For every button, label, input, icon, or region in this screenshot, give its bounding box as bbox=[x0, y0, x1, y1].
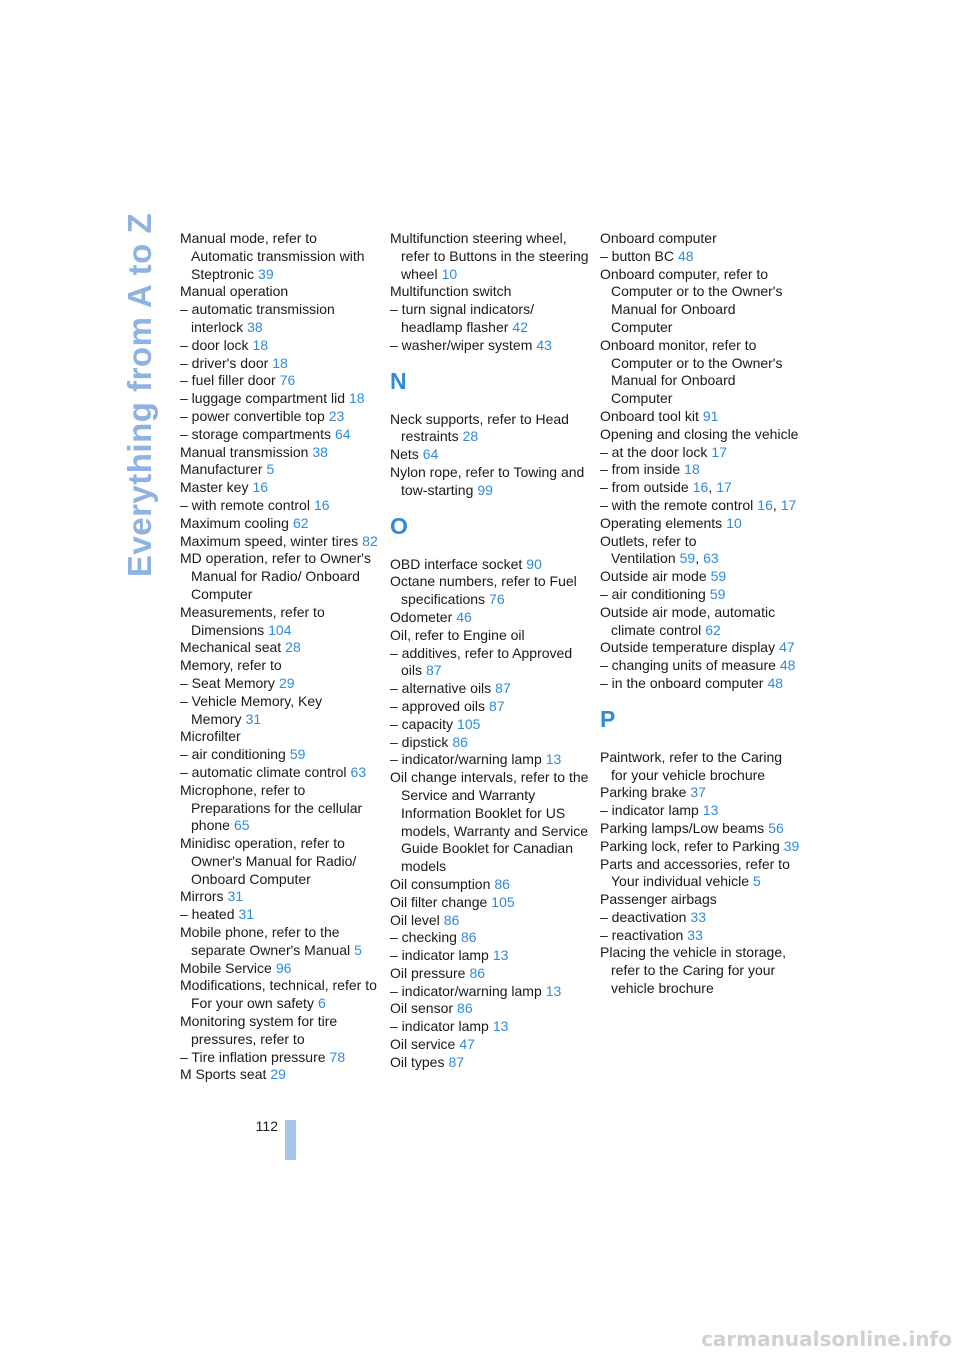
index-entry-text: Oil types bbox=[390, 1053, 445, 1070]
index-entry-text: – approved oils bbox=[390, 697, 485, 714]
index-entry-text: Opening and closing the vehicle bbox=[600, 425, 799, 442]
index-entry bbox=[180, 906, 380, 924]
page-number: 112 bbox=[255, 1118, 278, 1134]
index-entry bbox=[180, 337, 380, 355]
index-entry bbox=[180, 604, 380, 640]
page-reference-link[interactable]: 37 bbox=[690, 784, 706, 801]
index-entry-text: Microphone, refer to Preparations for the cellular phone bbox=[180, 781, 363, 834]
index-entry bbox=[600, 533, 800, 569]
index-entry bbox=[180, 977, 380, 1013]
index-entry-text: Passenger airbags bbox=[600, 891, 717, 908]
page-reference-link[interactable]: 76 bbox=[489, 591, 505, 608]
index-entry bbox=[600, 497, 800, 515]
index-entry bbox=[180, 283, 380, 301]
page-reference-link[interactable]: 62 bbox=[705, 621, 721, 638]
index-entry bbox=[390, 947, 590, 965]
index-entry-text: Manual transmission bbox=[180, 443, 309, 460]
page-reference-link[interactable]: 5 bbox=[266, 461, 275, 478]
index-entry bbox=[180, 960, 380, 978]
index-entry bbox=[600, 802, 800, 820]
index-entry-text: – reactivation bbox=[600, 926, 684, 943]
index-entry-text: Outside temperature display bbox=[600, 639, 776, 656]
page-reference-link[interactable]: 105 bbox=[457, 715, 481, 732]
watermark-text: carmanualsonline.info bbox=[701, 1327, 952, 1351]
index-entry bbox=[180, 657, 380, 675]
index-entry bbox=[180, 835, 380, 888]
index-entry-text: Oil, refer to Engine oil bbox=[390, 626, 525, 643]
index-entry-text: Memory, refer to bbox=[180, 657, 282, 674]
page-ref-separator: , bbox=[708, 479, 713, 496]
index-entry bbox=[180, 693, 380, 729]
index-entry-text: – turn signal indicators/ headlamp flasher bbox=[390, 301, 534, 335]
page-reference-link[interactable]: 28 bbox=[285, 639, 301, 656]
page-reference-link[interactable]: 64 bbox=[334, 425, 351, 442]
index-entry bbox=[600, 479, 800, 497]
index-entry bbox=[600, 426, 800, 444]
index-entry bbox=[180, 1049, 380, 1067]
index-entry bbox=[390, 230, 590, 283]
index-entry-text: Measurements, refer to Dimensions bbox=[180, 603, 325, 638]
page-reference-link[interactable]: 17 bbox=[711, 443, 727, 460]
index-entry-text: – indicator lamp bbox=[390, 1018, 489, 1035]
index-entry-text: Minidisc operation, refer to Owner's Manual for Radio/ Onboard Computer bbox=[180, 835, 357, 887]
page-reference-link[interactable]: 82 bbox=[362, 532, 378, 549]
index-entry bbox=[390, 912, 590, 930]
index-entry-text: – indicator lamp bbox=[600, 802, 699, 819]
index-entry bbox=[390, 411, 590, 447]
index-entry bbox=[180, 1013, 380, 1049]
index-entry-text: Multifunction steering wheel, refer to Buttons in the steering wheel bbox=[390, 230, 589, 282]
index-entry-text: Nylon rope, refer to Towing and tow-starting bbox=[390, 463, 585, 498]
page-reference-link[interactable]: 18 bbox=[272, 354, 288, 371]
page-reference-link[interactable]: 76 bbox=[279, 372, 296, 389]
page-reference-link[interactable]: 31 bbox=[238, 906, 255, 923]
index-entry-text: Oil level bbox=[390, 911, 440, 928]
index-entry bbox=[600, 586, 800, 604]
index-entry-text: Oil pressure bbox=[390, 964, 466, 981]
index-entry-text: M Sports seat bbox=[180, 1066, 267, 1083]
index-entry-text: – automatic climate control bbox=[180, 763, 347, 780]
index-entry bbox=[390, 627, 590, 645]
index-entry bbox=[180, 355, 380, 373]
page-reference-link[interactable]: 10 bbox=[726, 514, 742, 531]
page-reference-link[interactable]: 62 bbox=[292, 514, 309, 531]
index-entry bbox=[180, 461, 380, 479]
page-reference-link[interactable]: 90 bbox=[526, 555, 542, 572]
index-entry-text: Onboard computer bbox=[600, 230, 717, 246]
index-entry-text: Parking lock, refer to Parking bbox=[600, 837, 780, 854]
index-entry-text: Onboard monitor, refer to Computer or to the Owner's Manual for Onboard Computer bbox=[600, 336, 783, 407]
index-entry-text: – with remote control bbox=[180, 496, 310, 513]
index-entry bbox=[180, 497, 380, 515]
index-entry bbox=[390, 965, 590, 983]
page-reference-link[interactable]: 5 bbox=[354, 941, 362, 958]
index-entry bbox=[600, 675, 800, 693]
index-entry bbox=[600, 927, 800, 945]
page-reference-link[interactable]: 39 bbox=[783, 837, 800, 854]
index-entry bbox=[180, 479, 380, 497]
index-entry bbox=[390, 769, 590, 876]
index-entry-text: – door lock bbox=[180, 336, 249, 353]
page-reference-link[interactable]: 42 bbox=[512, 318, 528, 335]
page-reference-link[interactable]: 59 bbox=[709, 585, 726, 602]
page-reference-link[interactable]: 28 bbox=[462, 428, 479, 445]
index-entry bbox=[180, 1066, 380, 1084]
page-ref-separator: , bbox=[772, 496, 777, 513]
index-entry-text: – capacity bbox=[390, 715, 454, 732]
page-reference-link[interactable]: 29 bbox=[278, 674, 295, 691]
page-reference-link[interactable]: 46 bbox=[456, 608, 472, 625]
index-letter-heading: N bbox=[390, 367, 407, 394]
index-entry-text: – power convertible top bbox=[180, 407, 325, 424]
page-reference-link[interactable]: 29 bbox=[270, 1066, 286, 1083]
page-reference-link[interactable]: 33 bbox=[690, 908, 706, 925]
page-reference-link[interactable]: 18 bbox=[252, 336, 269, 353]
index-entry-text: Odometer bbox=[390, 608, 453, 625]
index-entry-text: – with the remote control bbox=[600, 496, 754, 513]
index-entry-text: Monitoring system for tire pressures, refer to bbox=[180, 1013, 338, 1047]
index-entry-text: OBD interface socket bbox=[390, 555, 523, 572]
index-entry bbox=[180, 675, 380, 693]
page-reference-link[interactable]: 16 bbox=[757, 496, 773, 513]
page-reference-link[interactable]: 17 bbox=[780, 496, 797, 513]
index-entry bbox=[390, 1054, 590, 1072]
page-reference-link[interactable]: 59 bbox=[679, 550, 696, 567]
index-entry bbox=[180, 444, 380, 462]
page-reference-link[interactable]: 65 bbox=[233, 817, 250, 834]
index-entry-text: – alternative oils bbox=[390, 680, 492, 697]
index-entry bbox=[180, 408, 380, 426]
index-entry-text: – luggage compartment lid bbox=[180, 390, 345, 407]
index-entry bbox=[180, 888, 380, 906]
page-reference-link[interactable]: 78 bbox=[329, 1048, 346, 1065]
index-entry-text: Mobile Service bbox=[180, 959, 272, 976]
page-reference-link[interactable]: 38 bbox=[247, 318, 263, 335]
index-entry bbox=[390, 573, 590, 609]
index-entry bbox=[600, 891, 800, 909]
page-reference-link[interactable]: 87 bbox=[488, 697, 505, 714]
page-reference-link[interactable]: 5 bbox=[753, 873, 761, 890]
index-entry bbox=[600, 444, 800, 462]
index-entry-text: Operating elements bbox=[600, 514, 723, 531]
index-entry-text: Parking brake bbox=[600, 784, 687, 801]
index-entry-text: – fuel filler door bbox=[180, 372, 276, 389]
index-entry-text: – Tire inflation pressure bbox=[180, 1048, 326, 1065]
index-entry bbox=[600, 515, 800, 533]
index-entry bbox=[390, 1000, 590, 1018]
page-reference-link[interactable]: 86 bbox=[494, 875, 510, 892]
index-entry bbox=[600, 856, 800, 892]
index-entry bbox=[180, 426, 380, 444]
index-entry bbox=[180, 924, 380, 960]
page-reference-link[interactable]: 86 bbox=[443, 911, 460, 928]
index-entry-text: – in the onboard computer bbox=[600, 674, 764, 691]
page-reference-link[interactable]: 91 bbox=[702, 407, 719, 424]
page-reference-link[interactable]: 23 bbox=[328, 407, 345, 424]
index-entry bbox=[390, 876, 590, 894]
page-reference-link[interactable]: 104 bbox=[268, 621, 292, 638]
page-reference-link[interactable]: 87 bbox=[448, 1053, 465, 1070]
index-entry-text: – Vehicle Memory, Key Memory bbox=[180, 692, 323, 727]
page-reference-link[interactable]: 6 bbox=[317, 995, 326, 1012]
index-entry-text: – automatic transmission interlock bbox=[180, 301, 335, 335]
page-reference-link[interactable]: 17 bbox=[716, 479, 732, 496]
index-entry-text: Maximum speed, winter tires bbox=[180, 532, 359, 549]
index-entry-text: – storage compartments bbox=[180, 425, 331, 442]
page-reference-link[interactable]: 10 bbox=[441, 265, 458, 282]
page-reference-link[interactable]: 16 bbox=[252, 479, 269, 496]
page-reference-link[interactable]: 87 bbox=[495, 680, 511, 697]
index-entry bbox=[600, 820, 800, 838]
index-entry-text: Placing the vehicle in storage, refer to the Caring for your vehicle brochure bbox=[600, 944, 786, 997]
section-title-vertical bbox=[116, 212, 164, 578]
page-reference-link[interactable]: 63 bbox=[350, 763, 367, 780]
index-entry-text: Oil consumption bbox=[390, 875, 491, 892]
index-column-1 bbox=[180, 230, 380, 1084]
page-reference-link[interactable]: 56 bbox=[768, 819, 784, 836]
index-entry-text: Oil filter change bbox=[390, 893, 488, 910]
index-entry bbox=[600, 749, 800, 785]
index-entry-text: Outlets, refer to Ventilation bbox=[600, 532, 697, 567]
index-entry-text: – checking bbox=[390, 929, 457, 946]
index-entry bbox=[390, 609, 590, 627]
page-reference-link[interactable]: 43 bbox=[536, 336, 552, 353]
index-entry-text: – deactivation bbox=[600, 908, 687, 925]
index-entry bbox=[600, 408, 800, 426]
index-entry-text: – from outside bbox=[600, 479, 689, 496]
index-entry-text: Oil sensor bbox=[390, 1000, 454, 1017]
index-entry-text: – changing units of measure bbox=[600, 657, 776, 674]
index-entry-text: – air conditioning bbox=[180, 746, 286, 763]
index-entry bbox=[180, 746, 380, 764]
index-entry bbox=[600, 461, 800, 479]
index-entry-text: – dipstick bbox=[390, 733, 449, 750]
index-entry bbox=[390, 645, 590, 681]
index-entry-text: Oil service bbox=[390, 1036, 456, 1053]
index-entry-text: – from inside bbox=[600, 461, 681, 478]
index-entry-text: Maximum cooling bbox=[180, 514, 289, 531]
index-entry-text: Manual mode, refer to Automatic transmission with Steptronic bbox=[180, 230, 365, 282]
index-entry-text: – washer/wiper system bbox=[390, 336, 533, 353]
index-entry bbox=[180, 301, 380, 337]
page-reference-link[interactable]: 18 bbox=[349, 390, 365, 407]
index-entry-text: – indicator/warning lamp bbox=[390, 751, 542, 768]
page-ref-separator: , bbox=[695, 550, 700, 567]
page-reference-link[interactable]: 47 bbox=[779, 639, 795, 656]
index-entry-text: – at the door lock bbox=[600, 443, 708, 460]
index-entry-text: Mobile phone, refer to the separate Owner's Manual bbox=[180, 924, 351, 958]
index-entry bbox=[600, 944, 800, 997]
index-entry bbox=[390, 929, 590, 947]
page-reference-link[interactable]: 86 bbox=[457, 1000, 473, 1017]
index-entry bbox=[600, 657, 800, 675]
index-entry bbox=[600, 604, 800, 640]
index-entry-text: Parking lamps/Low beams bbox=[600, 819, 765, 836]
index-entry bbox=[600, 337, 800, 408]
index-entry-text: Neck supports, refer to Head restraints bbox=[390, 410, 569, 445]
section-title-text: Everything from A to Z bbox=[121, 212, 158, 578]
index-entry-text: Outside air mode bbox=[600, 568, 707, 585]
page-reference-link[interactable]: 48 bbox=[767, 674, 784, 691]
page-reference-link[interactable]: 13 bbox=[492, 947, 509, 964]
index-entry-text: – air conditioning bbox=[600, 585, 706, 602]
index-entry-text: Modifications, technical, refer to For your own safety bbox=[180, 977, 377, 1012]
page-reference-link[interactable]: 16 bbox=[313, 496, 330, 513]
index-entry bbox=[180, 533, 380, 551]
index-entry-text: Onboard tool kit bbox=[600, 407, 699, 424]
index-entry bbox=[390, 301, 590, 337]
page-reference-link[interactable]: 13 bbox=[545, 751, 562, 768]
index-entry bbox=[390, 1036, 590, 1054]
index-entry bbox=[180, 515, 380, 533]
index-entry bbox=[600, 248, 800, 266]
index-entry-text: Manual operation bbox=[180, 283, 289, 300]
index-entry bbox=[390, 716, 590, 734]
page-reference-link[interactable]: 64 bbox=[422, 446, 439, 463]
page-reference-link[interactable]: 39 bbox=[258, 265, 274, 282]
index-entry-text: – additives, refer to Approved oils bbox=[390, 644, 573, 679]
page-reference-link[interactable]: 59 bbox=[710, 568, 727, 585]
index-entry-text: Microfilter bbox=[180, 728, 241, 745]
page-reference-link[interactable]: 18 bbox=[684, 461, 700, 478]
page-reference-link[interactable]: 47 bbox=[459, 1036, 475, 1053]
page-reference-link[interactable]: 105 bbox=[491, 893, 515, 910]
index-entry bbox=[180, 728, 380, 746]
index-entry bbox=[390, 1018, 590, 1036]
page-reference-link[interactable]: 96 bbox=[275, 959, 292, 976]
index-entry bbox=[180, 230, 380, 283]
index-entry bbox=[180, 372, 380, 390]
page-reference-link[interactable]: 86 bbox=[469, 964, 486, 981]
index-column-2 bbox=[390, 230, 590, 1072]
index-entry bbox=[390, 894, 590, 912]
index-entry-text: Manufacturer bbox=[180, 461, 263, 478]
index-entry-text: Multifunction switch bbox=[390, 283, 512, 300]
index-entry bbox=[390, 464, 590, 500]
index-entry bbox=[390, 337, 590, 355]
page-reference-link[interactable]: 31 bbox=[227, 888, 244, 905]
index-entry-text: Paintwork, refer to the Caring for your vehicle brochure bbox=[600, 748, 783, 783]
page-reference-link[interactable]: 38 bbox=[312, 443, 328, 460]
index-entry bbox=[600, 266, 800, 337]
index-entry-text: Octane numbers, refer to Fuel specifications bbox=[390, 573, 577, 608]
index-letter-heading: O bbox=[390, 512, 408, 539]
index-entry-text: Parts and accessories, refer to Your individual vehicle bbox=[600, 855, 790, 890]
index-letter-heading: P bbox=[600, 705, 616, 732]
page-reference-link[interactable]: 87 bbox=[426, 662, 442, 679]
page-reference-link[interactable]: 48 bbox=[779, 657, 796, 674]
index-entry-text: Master key bbox=[180, 479, 249, 496]
index-entry bbox=[390, 283, 590, 301]
page-reference-link[interactable]: 48 bbox=[677, 247, 694, 264]
index-entry bbox=[600, 838, 800, 856]
page-reference-link[interactable]: 13 bbox=[702, 802, 719, 819]
index-entry bbox=[180, 764, 380, 782]
page-reference-link[interactable]: 31 bbox=[245, 710, 262, 727]
index-entry-text: Outside air mode, automatic climate control bbox=[600, 603, 776, 638]
index-entry-text: – indicator/warning lamp bbox=[390, 982, 542, 999]
index-entry bbox=[390, 751, 590, 769]
index-entry bbox=[180, 639, 380, 657]
index-entry bbox=[600, 230, 800, 248]
page-reference-link[interactable]: 59 bbox=[289, 746, 306, 763]
index-entry-text: Onboard computer, refer to Computer or to the Owner's Manual for Onboard Computer bbox=[600, 265, 783, 335]
index-entry-text: – indicator lamp bbox=[390, 947, 489, 964]
index-entry bbox=[600, 639, 800, 657]
index-entry-text: – Seat Memory bbox=[180, 674, 275, 691]
index-entry-text: Oil change intervals, refer to the Service and Warranty Information Booklet for US models, Warranty and Service Guide Booklet for Canadian models bbox=[390, 769, 589, 875]
page-reference-link[interactable]: 63 bbox=[703, 550, 719, 567]
index-entry-text: – heated bbox=[180, 906, 235, 923]
index-entry bbox=[390, 983, 590, 1001]
index-column-3 bbox=[600, 230, 800, 998]
page-number-bar bbox=[285, 1120, 296, 1160]
page-reference-link[interactable]: 99 bbox=[477, 481, 493, 498]
index-entry bbox=[390, 446, 590, 464]
page-reference-link[interactable]: 13 bbox=[492, 1018, 509, 1035]
index-entry-text: Nets bbox=[390, 446, 419, 463]
index-entry bbox=[180, 550, 380, 603]
index-entry bbox=[180, 390, 380, 408]
page-reference-link[interactable]: 86 bbox=[452, 733, 468, 750]
index-entry bbox=[180, 782, 380, 835]
index-entry bbox=[600, 784, 800, 802]
index-entry bbox=[600, 568, 800, 586]
index-entry bbox=[390, 698, 590, 716]
page-reference-link[interactable]: 33 bbox=[687, 926, 703, 943]
page-reference-link[interactable]: 16 bbox=[692, 479, 709, 496]
index-entry bbox=[600, 909, 800, 927]
index-entry-text: – button BC bbox=[600, 247, 674, 264]
index-entry-text: Mechanical seat bbox=[180, 639, 282, 656]
index-entry-text: MD operation, refer to Owner's Manual for Radio/ Onboard Computer bbox=[180, 550, 371, 602]
index-entry bbox=[390, 680, 590, 698]
index-entry-text: Mirrors bbox=[180, 888, 224, 905]
page-reference-link[interactable]: 13 bbox=[545, 982, 562, 999]
index-entry bbox=[390, 556, 590, 574]
index-entry-text: – driver's door bbox=[180, 354, 269, 371]
index-entry bbox=[390, 734, 590, 752]
page-reference-link[interactable]: 86 bbox=[460, 929, 477, 946]
